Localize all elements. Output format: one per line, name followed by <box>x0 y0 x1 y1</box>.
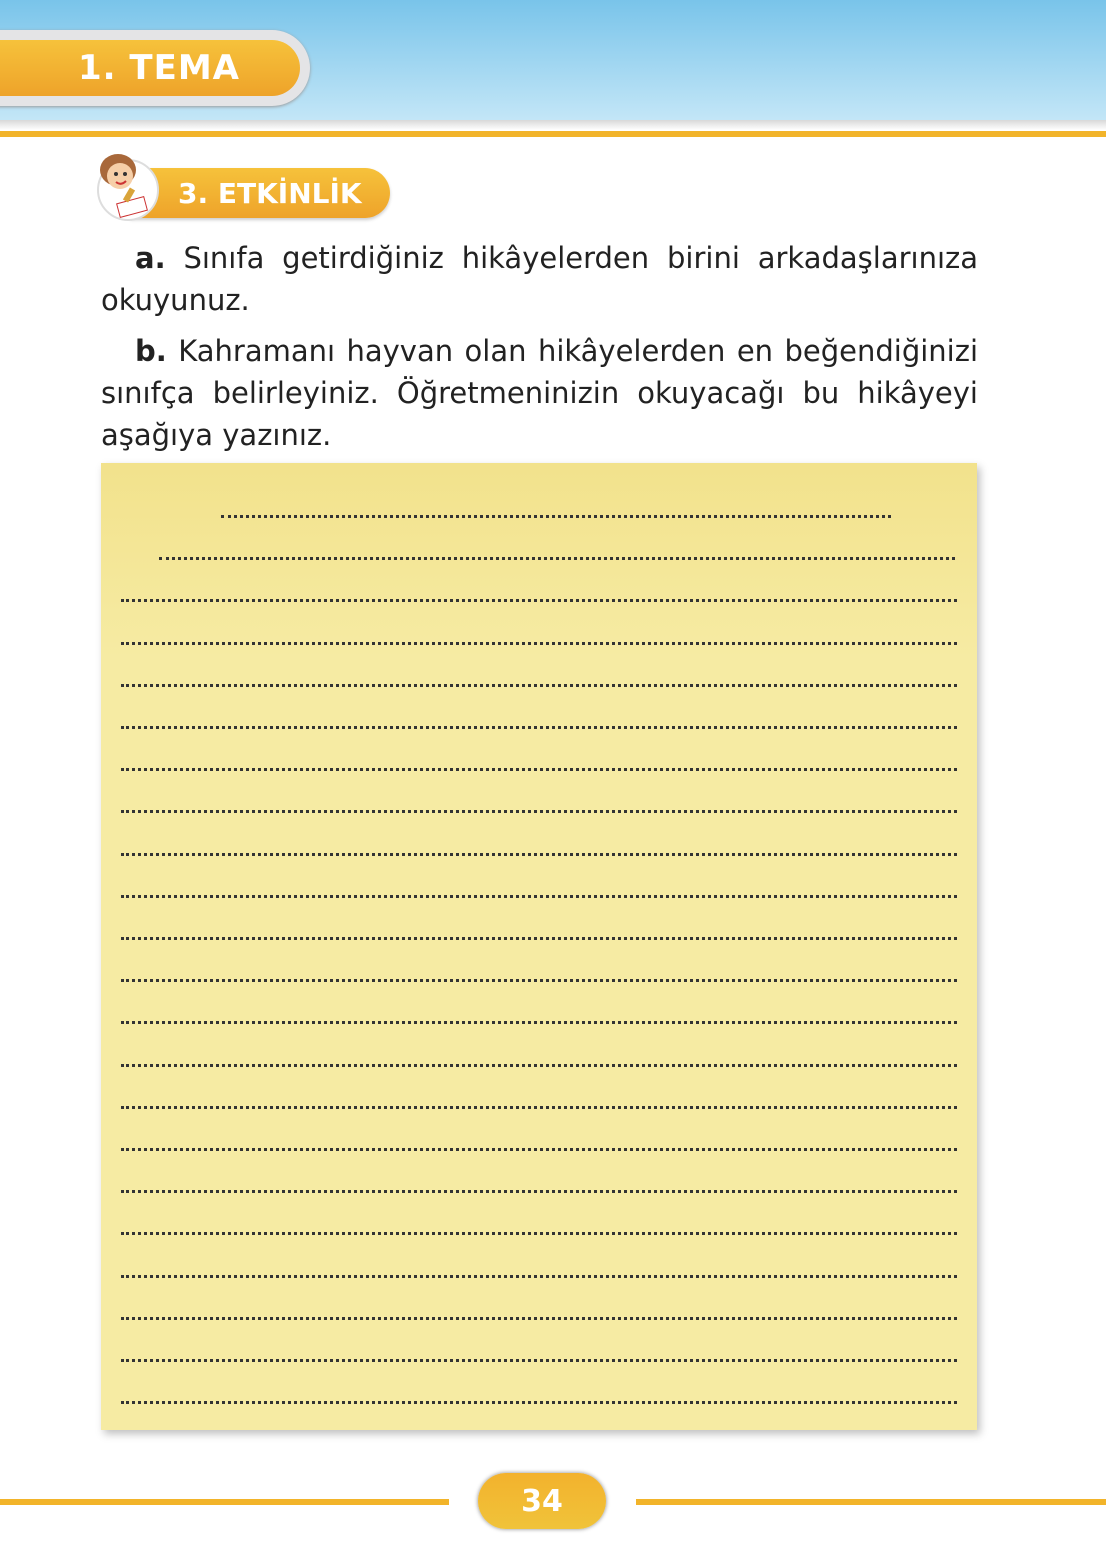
writing-line[interactable] <box>121 853 957 856</box>
writing-line[interactable] <box>121 979 957 982</box>
footer-rule-left <box>0 1499 449 1505</box>
activity-label: 3. ETKİNLİK <box>178 176 362 210</box>
writing-line[interactable] <box>121 1275 957 1278</box>
writing-line[interactable] <box>121 768 957 771</box>
writing-line[interactable] <box>121 1148 957 1151</box>
instruction-a-text: Sınıfa getirdiğiniz hikâyelerden birini arkadaşlarınıza okuyunuz. <box>101 241 978 317</box>
instruction-b <box>101 330 978 456</box>
instruction-a-marker: a. <box>135 241 166 275</box>
theme-label: 1. TEMA <box>78 48 240 88</box>
writing-line[interactable] <box>121 599 957 602</box>
header-divider <box>0 120 1106 130</box>
writing-paper[interactable] <box>101 463 977 1430</box>
instruction-a <box>101 237 978 321</box>
writing-line[interactable] <box>121 642 957 645</box>
instruction-b-text: Kahramanı hayvan olan hikâyelerden en beğendiğinizi sınıfça belirleyiniz. Öğretmeninizin okuyacağı bu hikâyeyi aşağıya yazınız. <box>101 334 979 452</box>
page-number-badge <box>478 1473 606 1529</box>
writing-line[interactable] <box>221 515 891 518</box>
theme-badge <box>0 40 300 96</box>
writing-line[interactable] <box>121 1064 957 1067</box>
writing-line[interactable] <box>121 1401 957 1404</box>
writing-line[interactable] <box>121 937 957 940</box>
writing-line[interactable] <box>121 810 957 813</box>
writing-line[interactable] <box>121 726 957 729</box>
writing-line[interactable] <box>121 895 957 898</box>
girl-reading-icon <box>88 148 162 222</box>
writing-line[interactable] <box>159 557 955 560</box>
writing-line[interactable] <box>121 1190 957 1193</box>
writing-line[interactable] <box>121 1317 957 1320</box>
footer-rule-right <box>636 1499 1106 1505</box>
instruction-b-marker: b. <box>135 334 167 368</box>
writing-line[interactable] <box>121 1232 957 1235</box>
header-gold-rule <box>0 131 1106 137</box>
writing-line[interactable] <box>121 1359 957 1362</box>
writing-line[interactable] <box>121 1106 957 1109</box>
page-number: 34 <box>521 1483 563 1519</box>
activity-badge <box>130 168 390 218</box>
writing-line[interactable] <box>121 684 957 687</box>
writing-line[interactable] <box>121 1021 957 1024</box>
